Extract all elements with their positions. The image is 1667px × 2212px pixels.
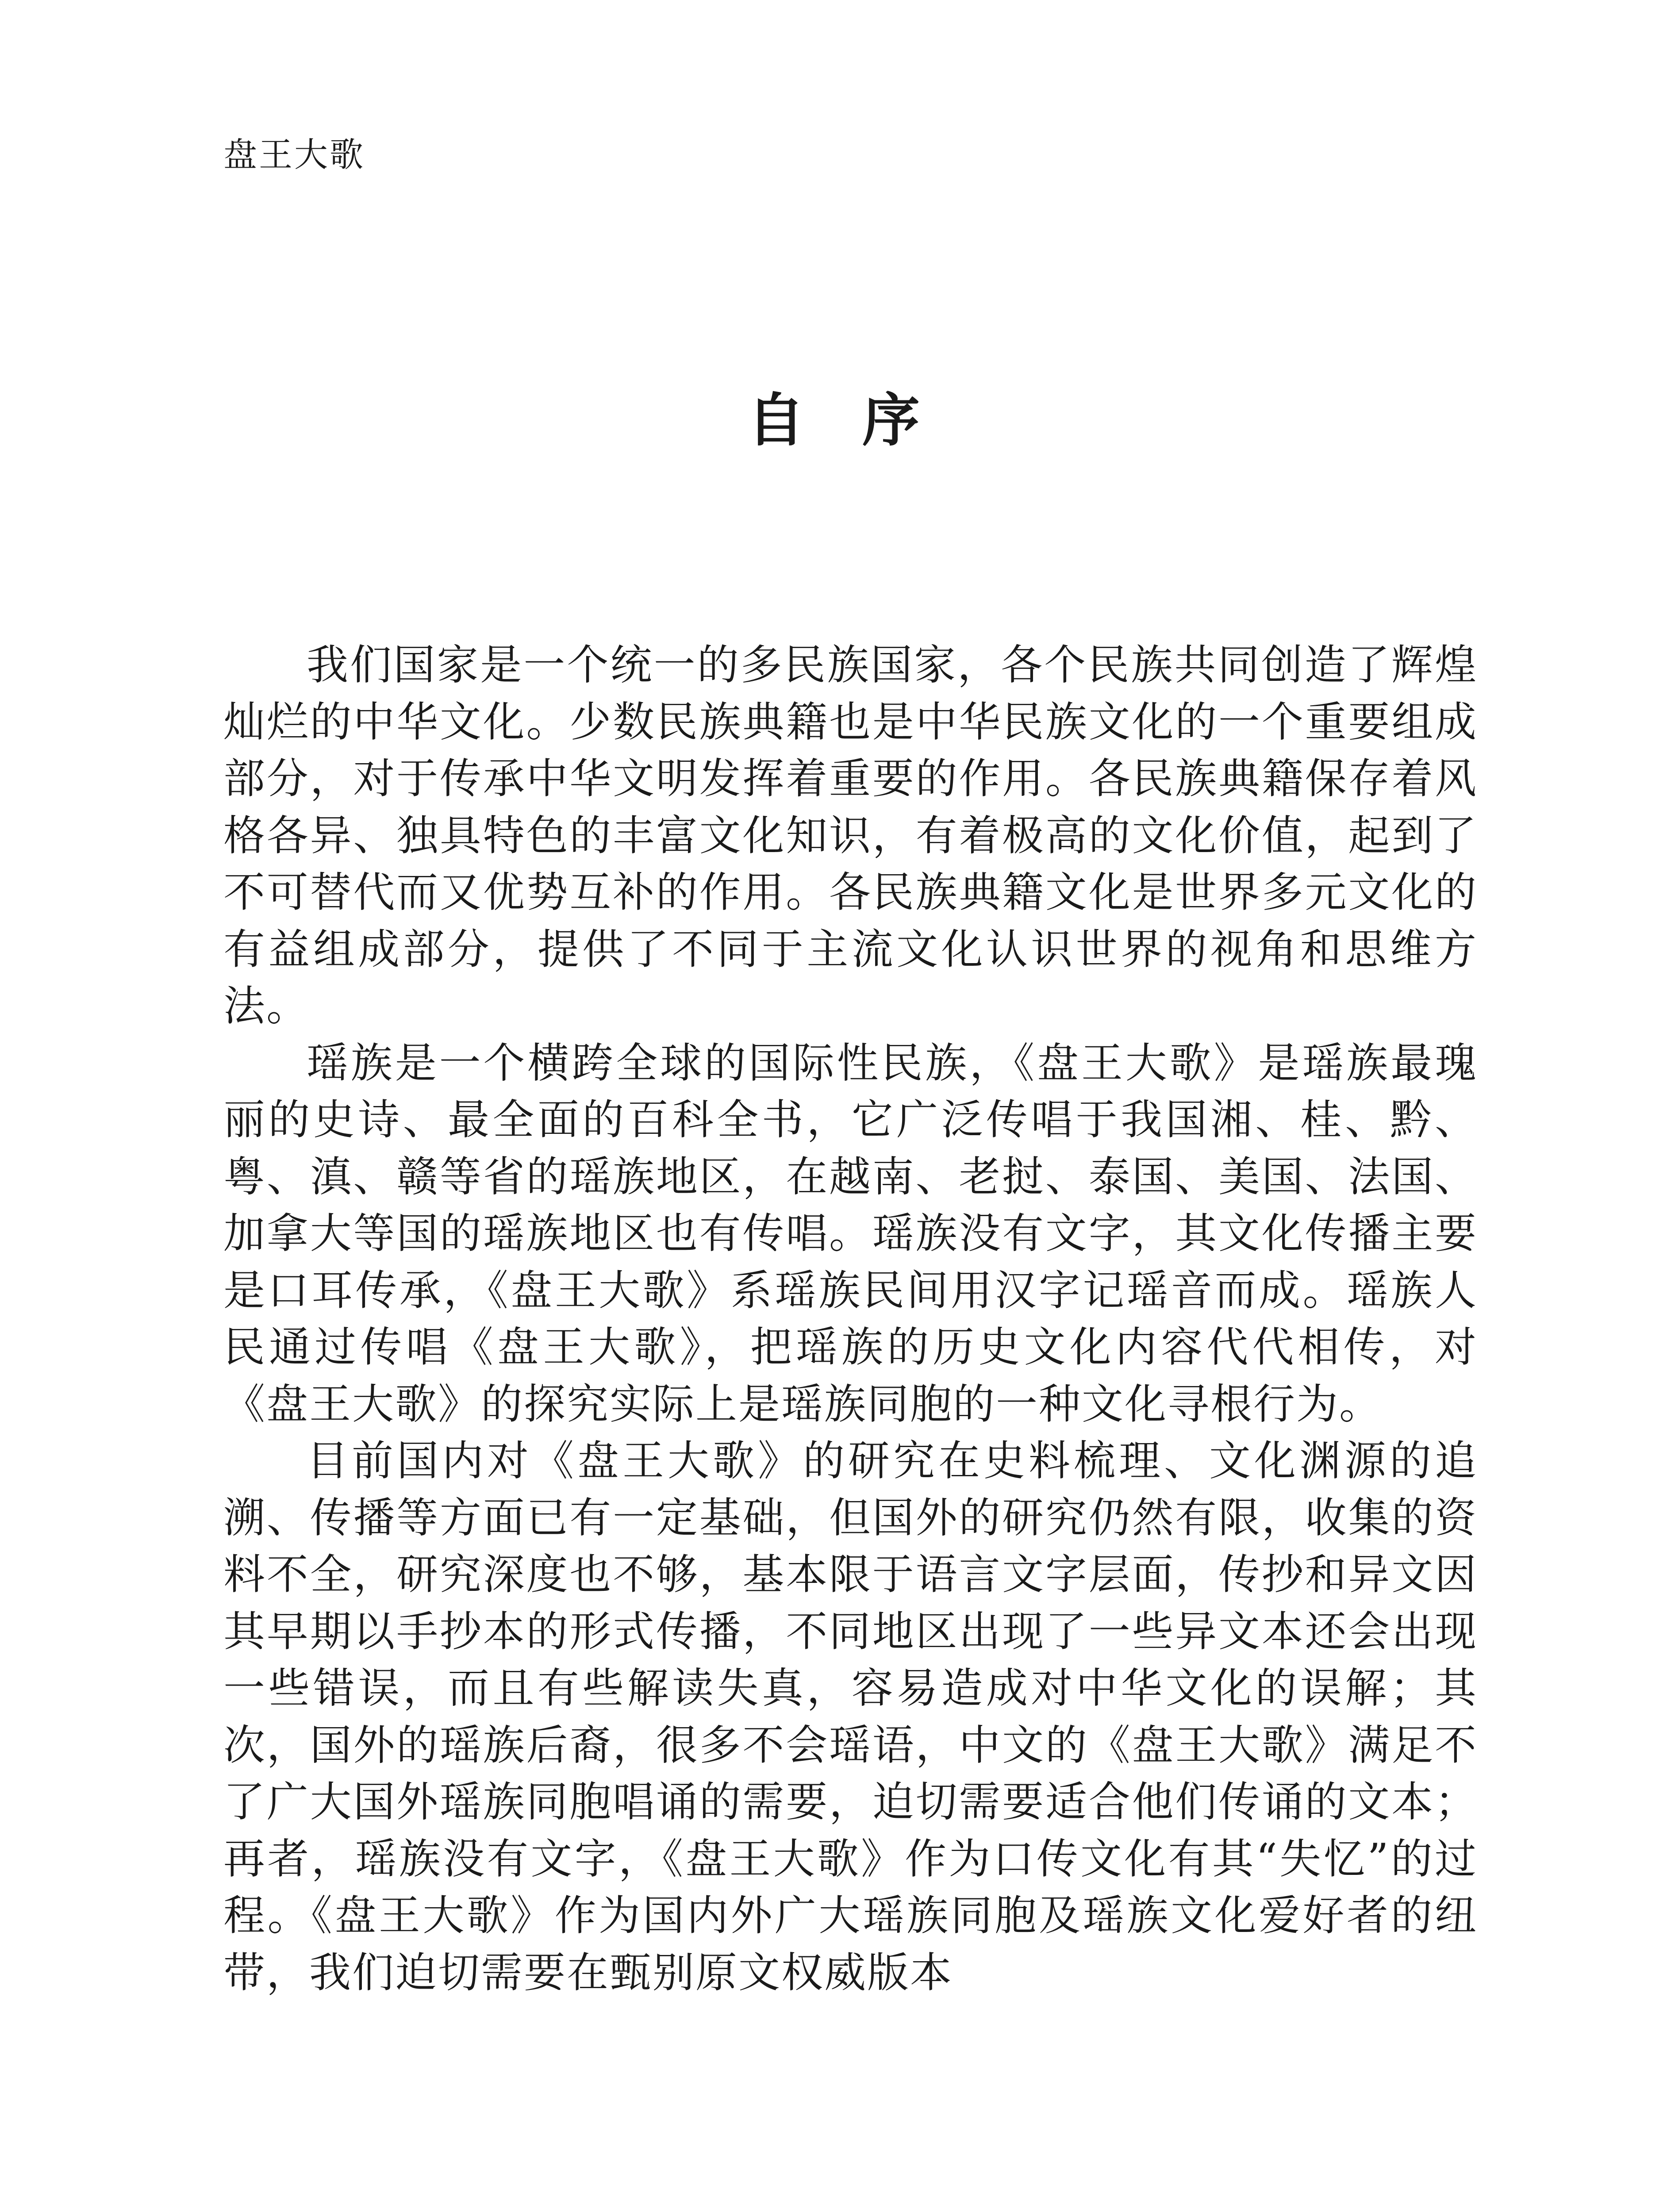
body-text [223,637,1478,2001]
paragraph-3: 目前国内对《盘王大歌》的研究在史料梳理、文化渊源的追溯、传播等方面已有一定基础，但国外的研究仍然有限，收集的资料不全，研究深度也不够，基本限于语言文字层面，传抄和异文因其早期以手抄本的形式传播，不同地区出现了一些异文本还会出现一些错误，而且有些解读失真，容易造成对中华文化的误解；其次，国外的瑶族后裔，很多不会瑶语，中文的《盘王大歌》满足不了广大国外瑶族同胞唱诵的需要，迫切需要适合他们传诵的文本；再者，瑶族没有文字，《盘王大歌》作为口传文化有其“失忆”的过程。《盘王大歌》作为国内外广大瑶族同胞及瑶族文化爱好者的纽带，我们迫切需要在甄别原文权威版本 [223,1437,1478,1997]
paragraph-1: 我们国家是一个统一的多民族国家，各个民族共同创造了辉煌灿烂的中华文化。少数民族典籍也是中华民族文化的一个重要组成部分，对于传承中华文明发挥着重要的作用。各民族典籍保存着风格各异、独具特色的丰富文化知识，有着极高的文化价值，起到了不可替代而又优势互补的作用。各民族典籍文化是世界多元文化的有益组成部分，提供了不同于主流文化认识世界的视角和思维方法。 [223,641,1478,1030]
chapter-title: 自序 [747,387,977,454]
running-header: 盘王大歌 [223,135,365,174]
paragraph-2: 瑶族是一个横跨全球的国际性民族，《盘王大歌》是瑶族最瑰丽的史诗、最全面的百科全书，它广泛传唱于我国湘、桂、黔、粤、滇、赣等省的瑶族地区，在越南、老挝、泰国、美国、法国、加拿大等国的瑶族地区也有传唱。瑶族没有文字，其文化传播主要是口耳传承，《盘王大歌》系瑶族民间用汉字记瑶音而成。瑶族人民通过传唱《盘王大歌》，把瑶族的历史文化内容代代相传，对《盘王大歌》的探究实际上是瑶族同胞的一种文化寻根行为。 [223,1039,1478,1429]
